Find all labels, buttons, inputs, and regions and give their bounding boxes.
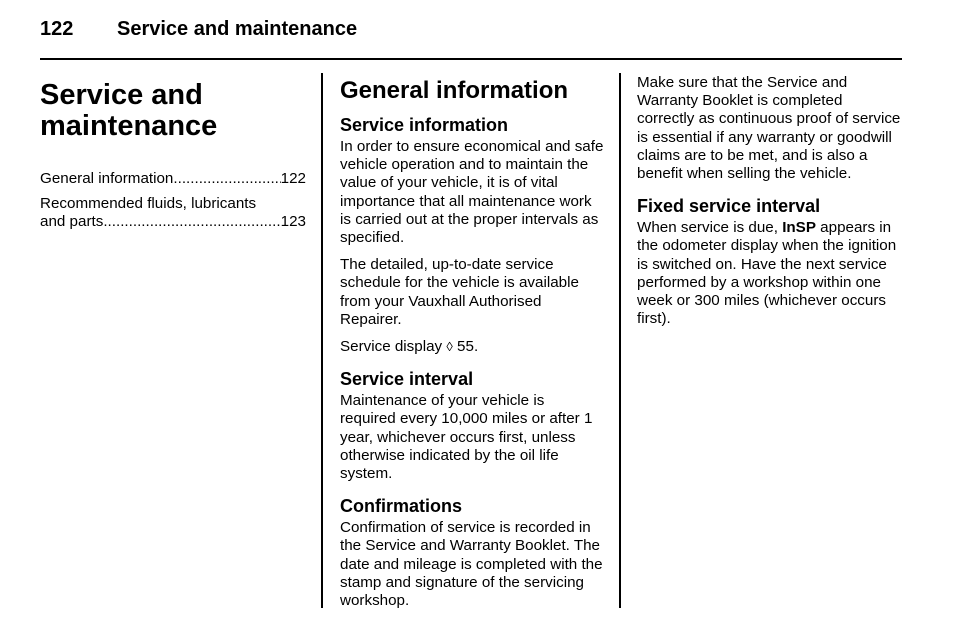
confirmations-paragraph: Confirmation of service is recorded in the Service and Warranty Booklet. The date and mileage is completed with the stamp and signature of the servicing workshop. [340,519,603,610]
chapter-title: Service and maintenance [40,79,218,142]
toc-entry-recommended-fluids[interactable]: Recommended fluids, lubricants and parts ..... 123 [40,195,306,231]
confirmations-heading: Confirmations [340,496,463,517]
cross-reference-icon: ◊ [446,339,453,355]
toc-entry-general-information[interactable]: General information ..... 122 [40,170,306,188]
page-number: 122 [40,18,74,40]
middle-column [340,74,604,619]
toc-leader [103,213,280,231]
booklet-paragraph: Make sure that the Service and Warranty Booklet is completed correctly as continuous proof of service is essential if any warranty or goodwill claims are to be met, and is also a benefit when selling the vehicle. [637,74,901,183]
section-heading: General information [340,77,569,104]
service-interval-heading: Service interval [340,369,474,390]
schedule-paragraph: The detailed, up-to-date service schedule for the vehicle is available from your Vauxhall Authorised Repairer. [340,256,579,328]
toc-page: 123 [280,213,306,231]
fixed-service-interval-paragraph: When service is due, InSP appears in the odometer display when the ignition is switched on. Have the next service performed by a workshop within one week or 300 miles (whichever occurs first). [637,219,897,328]
header-rule [40,58,902,60]
fixed-service-interval-heading: Fixed service interval [637,196,821,217]
service-display-reference[interactable]: Service display ◊ 55. [340,338,479,356]
column-divider [321,73,323,608]
insp-code: InSP [782,219,816,237]
column-divider [619,73,621,608]
service-interval-paragraph: Maintenance of your vehicle is required every 10,000 miles or after 1 year, whichever occurs first, unless otherwise indicated by the oil life system. [340,392,593,483]
service-information-paragraph: In order to ensure economical and safe vehicle operation and to maintain the value of your vehicle, it is of vital importance that all maintenance work is carried out at the proper intervals as specified. [340,138,604,247]
toc-page: 122 [280,170,306,187]
toc-leader [173,170,280,188]
running-title: Service and maintenance [117,18,358,40]
left-column [40,74,306,239]
service-information-heading: Service information [340,115,509,135]
right-column [637,74,903,337]
